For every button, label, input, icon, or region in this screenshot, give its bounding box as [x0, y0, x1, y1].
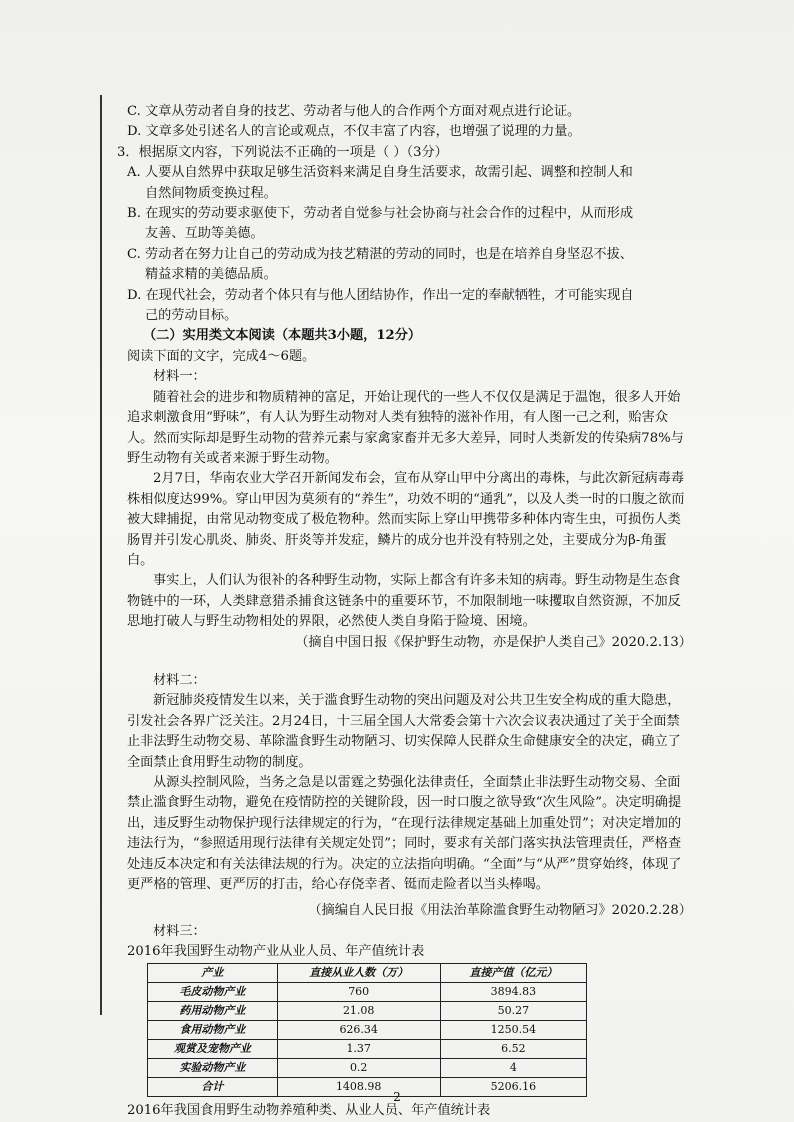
table-row	[148, 982, 587, 1001]
table-cell: 1408.98	[277, 1077, 440, 1096]
table-cell: 食用动物产业	[148, 1020, 278, 1039]
q3-option-d: D. 在现代社会，劳动者个体只有与他人团结协作，作出一定的奉献牺牲，才可能实现自	[127, 287, 634, 303]
table-header-row	[148, 963, 587, 982]
material-2-para-1: 新冠肺炎疫情发生以来，关于滥食野生动物的突出问题及对公共卫生安全构成的重大隐患，引发社会各界广泛关注。2月24日，十三届全国人大常委会第十六次会议表决通过了关于全面禁止非法野生动物交易、革除滥食野生动物陋习、切实保障人民群众生命健康安全的决定，确立了全面禁止食用野生动物的制度。	[127, 693, 681, 770]
table-cell: 760	[277, 982, 440, 1001]
table-cell: 0.2	[277, 1058, 440, 1077]
material-3-label: 材料三：	[153, 923, 206, 939]
table-row	[148, 1020, 587, 1039]
material-2-para-2: 从源头控制风险，当务之急是以雷霆之势强化法律责任，全面禁止非法野生动物交易、全面禁止滥食野生动物，避免在疫情防控的关键阶段，因一时口腹之欲导致“次生风险”。决定明确提出，违反野生动物保护现行法律规定的行为，“在现行法律规定基础上加重处罚”；对决定增加的违法行为，“参照适用现行法律有关规定处罚”；同时，要求有关部门落实执法管理责任，严格查处违反本决定和有关法律法规的行为。决定的立法指向明确。“全面”与“从严”贯穿始终，体现了更严格的管理、更严厉的打击，给心存侥幸者、铤而走险者以当头棒喝。	[127, 775, 682, 893]
q3-option-a: A. 人要从自然界中获取足够生活资料来满足自身生活要求，故需引起、调整和控制人和	[127, 165, 633, 181]
q3-option-c-cont: 精益求精的美德品质。	[145, 267, 277, 283]
q3-stem: 3．根据原文内容，下列说法不正确的一项是（ ）（3分）	[117, 144, 448, 160]
table-row	[148, 1058, 587, 1077]
q3-option-d-cont: 己的劳动目标。	[145, 308, 238, 324]
material-1-para-2: 2月7日，华南农业大学召开新闻发布会，宣布从穿山甲中分离出的毒株，与此次新冠病毒毒株相似度达99%。穿山甲因为莫须有的“养生”，功效不明的“通乳”，以及人类一时的口腹之欲而被大肆捕捉，由常见动物变成了极危物种。然而实际上穿山甲携带多种体内寄生虫，可损伤人类肠胃并引发心肌炎、肺炎、肝炎等并发症，鳞片的成分也并没有特别之处，主要成分为β-角蛋白。	[127, 471, 685, 568]
material-1-para-1: 随着社会的进步和物质精神的富足，开始让现代的一些人不仅仅是满足于温饱，很多人开始追求刺激食用“野味”，有人认为野生动物对人类有独特的滋补作用，有人图一己之利，贻害众人。然而实际却是野生动物的营养元素与家禽家畜并无多大差异，同时人类新发的传染病78%与野生动物有关或者来源于野生动物。	[127, 389, 684, 466]
q3-option-a-cont: 自然间物质变换过程。	[145, 185, 277, 201]
table-row	[148, 1039, 587, 1058]
q3-option-b: B. 在现实的劳动要求驱使下，劳动者自觉参与社会协商与社会合作的过程中，从而形成	[127, 206, 634, 222]
table-header-cell: 直接产值（亿元）	[440, 963, 586, 982]
industry-stats-table	[147, 963, 587, 1097]
table-cell: 4	[440, 1058, 586, 1077]
material-1-label: 材料一：	[153, 369, 206, 385]
table-cell: 626.34	[277, 1020, 440, 1039]
table-cell: 6.52	[440, 1039, 586, 1058]
page-number: 2	[393, 1090, 401, 1104]
table-cell: 3894.83	[440, 982, 586, 1001]
next-table-title: 2016年我国食用野生动物养殖种类、从业人员、年产值统计表	[127, 1102, 491, 1118]
table-header-cell: 直接从业人数（万）	[277, 963, 440, 982]
table-cell: 药用动物产业	[148, 1001, 278, 1020]
section-instruction: 阅读下面的文字，完成4～6题。	[127, 348, 316, 364]
table-cell: 观赏及宠物产业	[148, 1039, 278, 1058]
material-2-source: （摘编自人民日报《用法治革除滥食野生动物陋习》2020.2.28）	[308, 903, 692, 919]
material-1-source: （摘自中国日报《保护野生动物，亦是保护人类自己》2020.2.13）	[295, 634, 692, 650]
table-cell: 1250.54	[440, 1020, 586, 1039]
material-1-para-3: 事实上，人们认为很补的各种野生动物，实际上都含有许多未知的病毒。野生动物是生态食物链中的一环，人类肆意猎杀捕食这链条中的重要环节，不加限制地一味攫取自然资源，不加反思地打破人与野生动物相处的界限，必然使人类自身陷于险境、困境。	[127, 573, 681, 630]
section-heading: （二）实用类文本阅读（本题共3小题，12分）	[143, 328, 422, 344]
table-cell: 5206.16	[440, 1077, 586, 1096]
table-header-cell: 产业	[148, 963, 278, 982]
q3-option-c: C. 劳动者在努力让自己的劳动成为技艺精湛的劳动的同时，也是在培养自身坚忍不拔、	[127, 246, 633, 262]
q3-option-b-cont: 友善、互助等美德。	[145, 226, 264, 242]
table-title: 2016年我国野生动物产业从业人员、年产值统计表	[127, 944, 425, 960]
q2-option-d: D. 文章多处引述名人的言论或观点，不仅丰富了内容，也增强了说理的力量。	[127, 124, 581, 140]
table-cell: 毛皮动物产业	[148, 982, 278, 1001]
table-row	[148, 1001, 587, 1020]
table-cell: 50.27	[440, 1001, 586, 1020]
table-cell: 实验动物产业	[148, 1058, 278, 1077]
table-cell: 1.37	[277, 1039, 440, 1058]
page-content	[117, 102, 692, 1121]
table-cell: 合计	[148, 1077, 278, 1096]
q2-option-c: C. 文章从劳动者自身的技艺、劳动者与他人的合作两个方面对观点进行论证。	[127, 104, 581, 119]
material-2-label: 材料二：	[153, 672, 206, 688]
table-cell: 21.08	[277, 1001, 440, 1020]
binding-margin-line	[100, 95, 102, 1015]
